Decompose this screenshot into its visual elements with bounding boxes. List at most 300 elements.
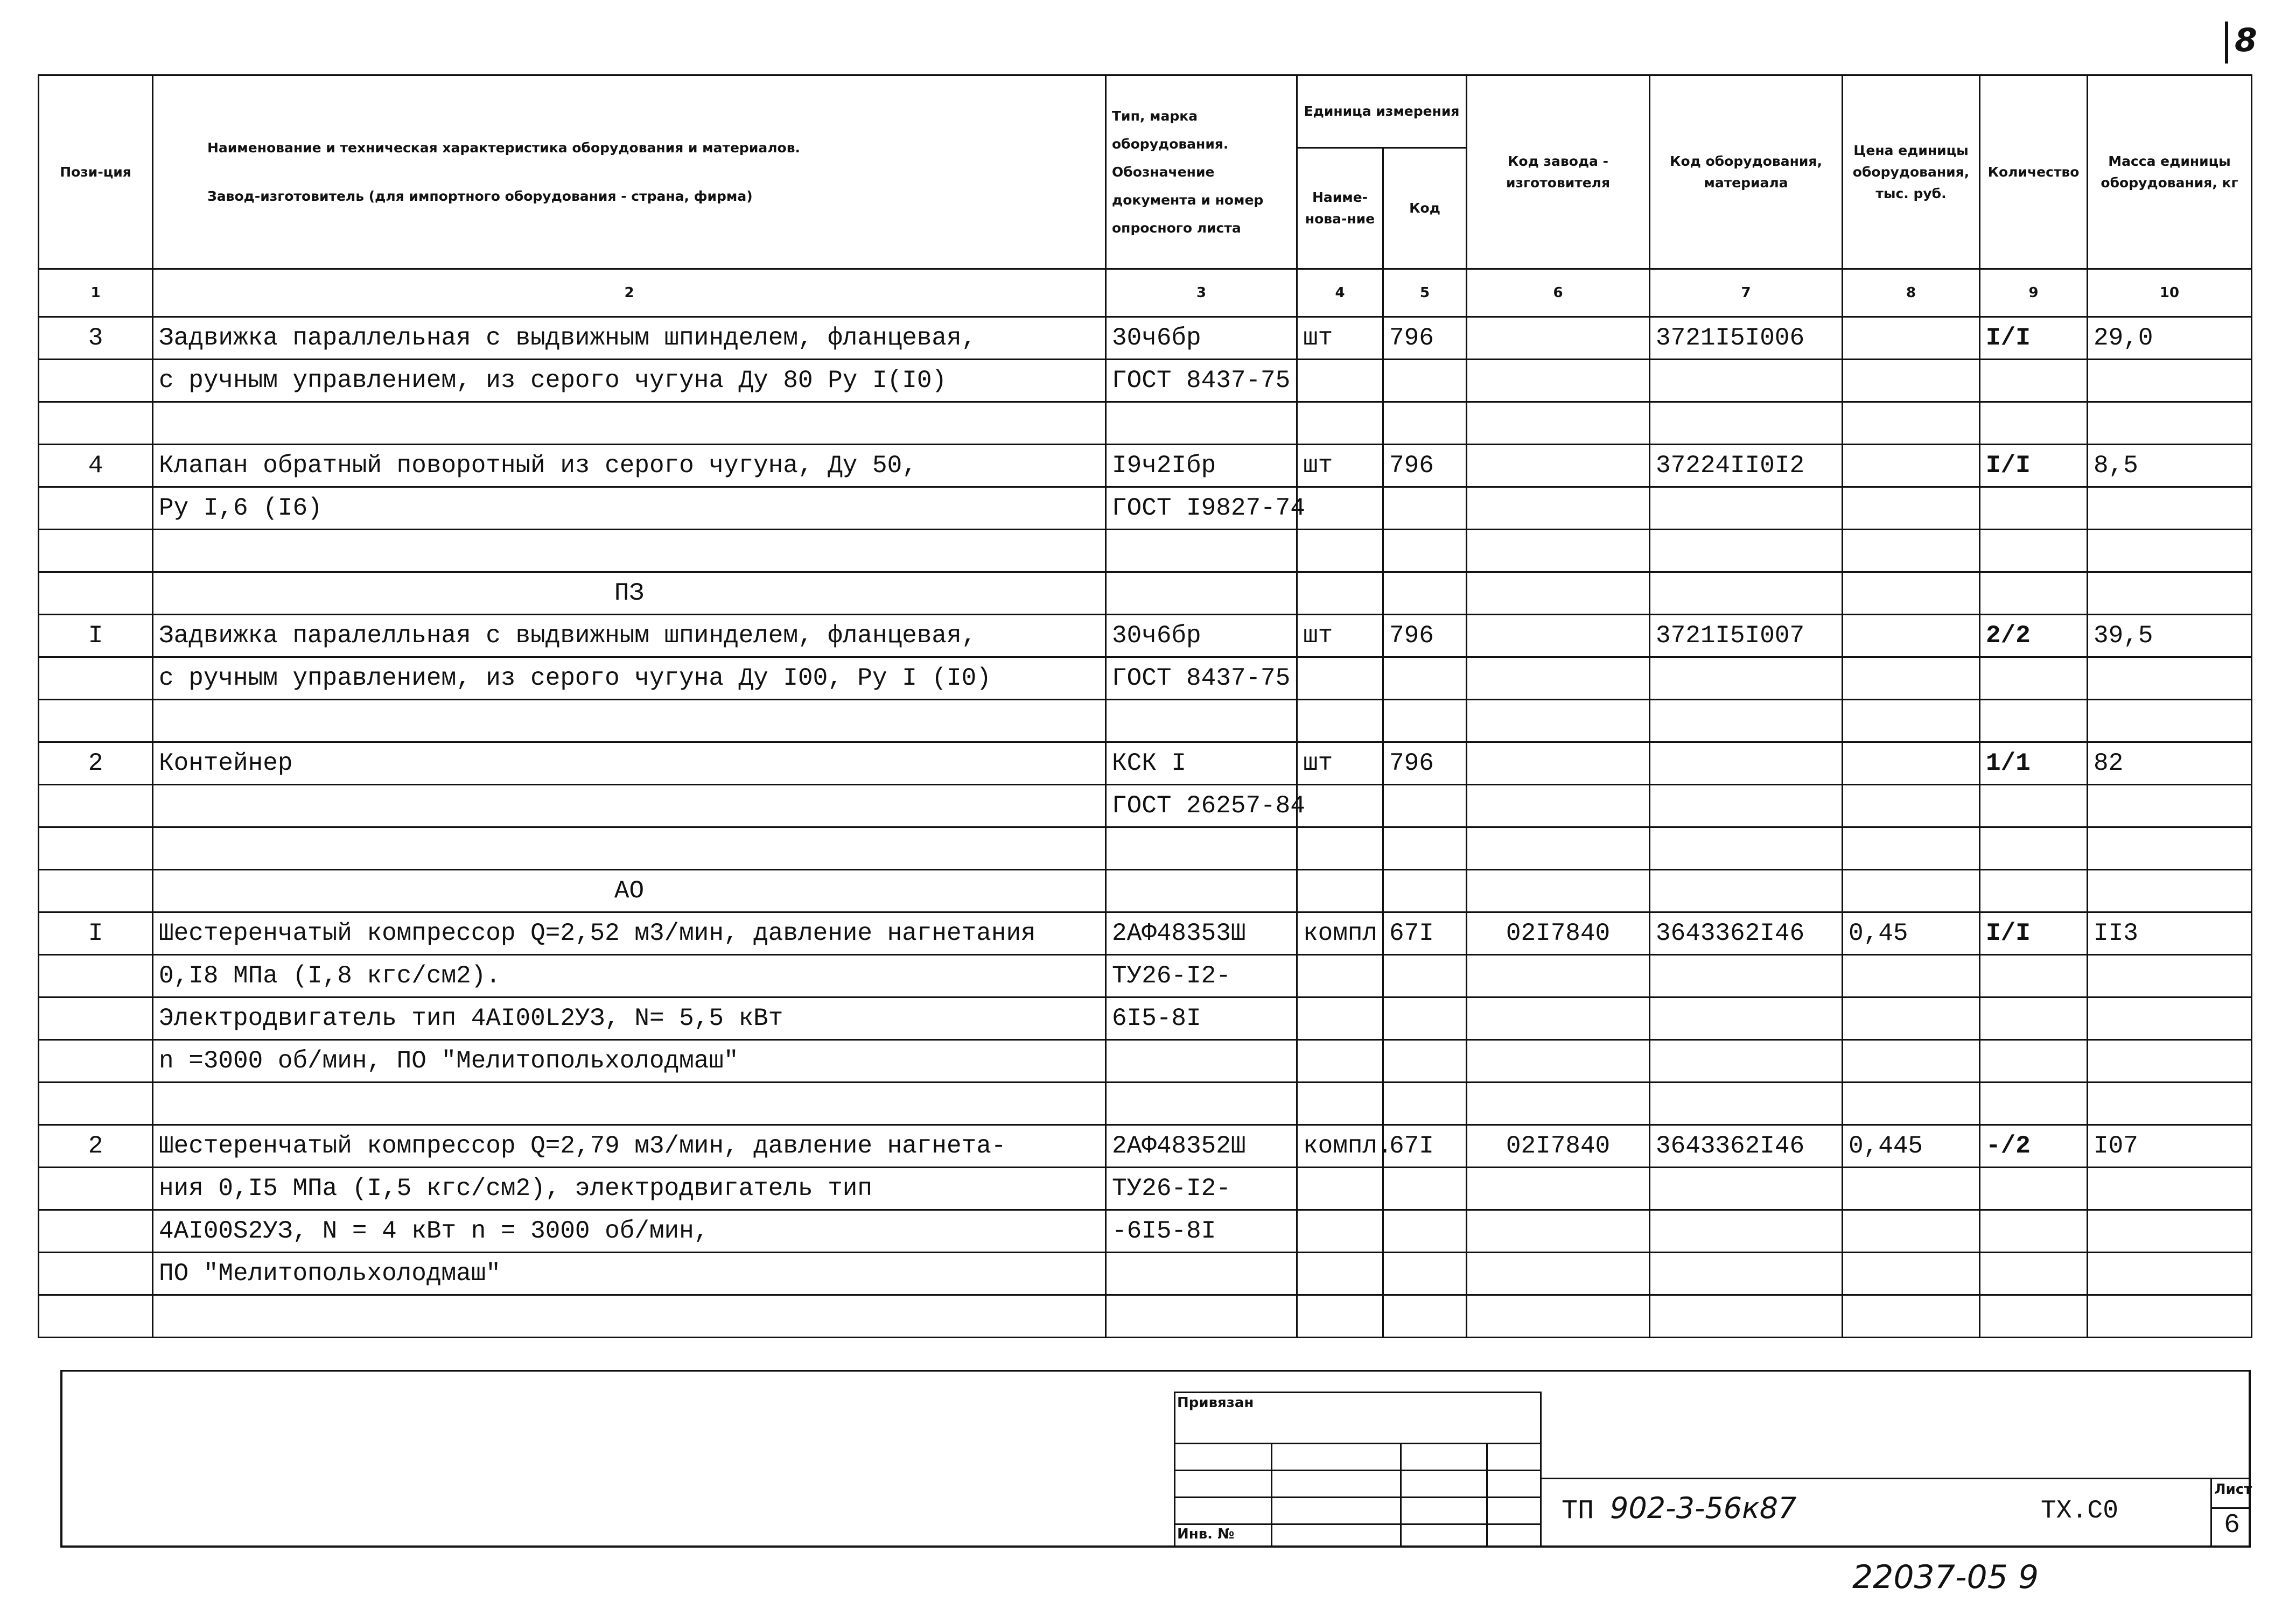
specification-table [38,74,2252,1338]
cell-unit-name: компл [1297,912,1383,955]
cell-unit-code: 67I [1383,1125,1467,1168]
cell-equipment-code [1650,1295,1843,1338]
cell-price [1843,1083,1980,1125]
cell-mass [2088,785,2252,827]
cell-unit-code [1383,530,1467,572]
column-number: 1 [39,269,153,317]
cell-maker-code [1467,785,1650,827]
cell-quantity: 1/1 [1980,742,2088,785]
table-row [39,1295,2252,1338]
page-marker: 8 [2235,22,2257,59]
table-row [39,402,2252,445]
cell-document: ГОСТ 8437-75 [1106,657,1297,700]
cell-price [1843,615,1980,657]
cell-maker-code [1467,1295,1650,1338]
header-position: Пози-ция [39,75,153,269]
cell-mass [2088,1210,2252,1253]
table-row [39,827,2252,870]
table-row [39,742,2252,785]
title-block [60,1370,2251,1548]
cell-unit-name [1297,530,1383,572]
sheet-label: Лист [2214,1481,2252,1498]
cell-position [39,572,153,615]
cell-unit-code [1383,955,1467,997]
cell-unit-name: шт [1297,742,1383,785]
cell-name: ПЗ [153,572,1106,615]
cell-unit-name [1297,1295,1383,1338]
cell-position: 2 [39,742,153,785]
specification-body [39,317,2252,1338]
cell-position [39,1253,153,1295]
cell-unit-code [1383,1295,1467,1338]
cell-quantity [1980,1168,2088,1210]
cell-name: ния 0,I5 МПа (I,5 кгс/см2), электродвигатель тип [153,1168,1106,1210]
table-row [39,445,2252,487]
cell-document [1106,827,1297,870]
cell-name: n =3000 об/мин, ПО "Мелитопольхолодмаш" [153,1040,1106,1083]
cell-price [1843,997,1980,1040]
table-row [39,700,2252,742]
table-row [39,317,2252,360]
cell-document [1106,1295,1297,1338]
cell-name: Шестеренчатый компрессор Q=2,79 м3/мин, давление нагнета- [153,1125,1106,1168]
cell-equipment-code [1650,1210,1843,1253]
cell-mass: 29,0 [2088,317,2252,360]
cell-price [1843,955,1980,997]
cell-quantity [1980,997,2088,1040]
cell-maker-code [1467,615,1650,657]
cell-name: 4АI00S2УЗ, N = 4 кВт n = 3000 об/мин, [153,1210,1106,1253]
cell-unit-code [1383,360,1467,402]
cell-unit-code [1383,1083,1467,1125]
column-number: 3 [1106,269,1297,317]
cell-quantity [1980,1083,2088,1125]
document-prefix: ТП [1562,1496,1594,1527]
cell-maker-code [1467,1210,1650,1253]
cell-equipment-code [1650,785,1843,827]
document-mark: ТХ.С0 [2041,1496,2119,1526]
cell-unit-code: 796 [1383,615,1467,657]
cell-mass [2088,827,2252,870]
cell-maker-code [1467,1168,1650,1210]
cell-name: Задвижка паралелльная с выдвижным шпинделем, фланцевая, [153,615,1106,657]
stamp-line [1400,1443,1402,1548]
cell-name [153,1083,1106,1125]
cell-maker-code [1467,657,1650,700]
cell-unit-code [1383,657,1467,700]
cell-position: 2 [39,1125,153,1168]
cell-maker-code [1467,402,1650,445]
cell-equipment-code: 3643362I46 [1650,1125,1843,1168]
cell-maker-code [1467,955,1650,997]
cell-position [39,1210,153,1253]
cell-unit-code [1383,700,1467,742]
cell-equipment-code [1650,870,1843,912]
cell-mass: 82 [2088,742,2252,785]
cell-equipment-code [1650,700,1843,742]
cell-name [153,827,1106,870]
cell-maker-code [1467,530,1650,572]
column-number-row [39,269,2252,317]
cell-mass [2088,487,2252,530]
cell-unit-code [1383,487,1467,530]
column-number: 8 [1843,269,1980,317]
cell-price [1843,317,1980,360]
document-number: 902-3-56к87 [1610,1491,1797,1525]
stamp-line [1486,1443,1488,1548]
header-unit-name: Наиме-нова-ние [1297,148,1383,269]
header-name [153,75,1106,269]
cell-unit-code [1383,1040,1467,1083]
header-mass: Масса единицы оборудования, кг [2088,75,2252,269]
cell-name [153,402,1106,445]
stamp-line [1271,1443,1272,1548]
cell-unit-code [1383,402,1467,445]
cell-position [39,1040,153,1083]
header-units-group: Единица измерения [1297,75,1467,148]
cell-document: КСК I [1106,742,1297,785]
cell-document: ГОСТ 26257-84 [1106,785,1297,827]
cell-unit-name [1297,572,1383,615]
cell-quantity [1980,657,2088,700]
cell-position [39,360,153,402]
cell-name [153,530,1106,572]
header-maker-code: Код завода - изготовителя [1467,75,1650,269]
cell-equipment-code [1650,360,1843,402]
column-number: 9 [1980,269,2088,317]
cell-mass: 8,5 [2088,445,2252,487]
cell-quantity [1980,360,2088,402]
sheet-number: 6 [2224,1510,2241,1541]
cell-mass [2088,1253,2252,1295]
cell-quantity [1980,1253,2088,1295]
cell-document: 30ч6бр [1106,317,1297,360]
cell-quantity [1980,785,2088,827]
cell-quantity: I/I [1980,912,2088,955]
cell-price [1843,827,1980,870]
table-row [39,615,2252,657]
cell-quantity: I/I [1980,317,2088,360]
cell-unit-name [1297,402,1383,445]
cell-mass: 39,5 [2088,615,2252,657]
cell-document [1106,700,1297,742]
cell-position [39,997,153,1040]
cell-mass [2088,657,2252,700]
column-number: 7 [1650,269,1843,317]
cell-document: ТУ26-I2- [1106,955,1297,997]
cell-equipment-code: 37224II0I2 [1650,445,1843,487]
cell-maker-code [1467,997,1650,1040]
cell-unit-code: 796 [1383,742,1467,785]
cell-position [39,657,153,700]
cell-equipment-code [1650,827,1843,870]
cell-price: 0,445 [1843,1125,1980,1168]
cell-unit-code: 796 [1383,445,1467,487]
cell-quantity [1980,402,2088,445]
table-row [39,870,2252,912]
cell-price [1843,1168,1980,1210]
cell-price [1843,1295,1980,1338]
cell-name: ПО "Мелитопольхолодмаш" [153,1253,1106,1295]
table-row [39,1083,2252,1125]
cell-name: Клапан обратный поворотный из серого чугуна, Ду 50, [153,445,1106,487]
cell-price [1843,870,1980,912]
cell-document [1106,1083,1297,1125]
cell-name: Задвижка параллельная с выдвижным шпинделем, фланцевая, [153,317,1106,360]
cell-price [1843,1040,1980,1083]
cell-unit-code [1383,997,1467,1040]
header-name-line2: Завод-изготовитель (для импортного оборудования - страна, фирма) [207,188,753,204]
cell-position: 4 [39,445,153,487]
cell-mass: II3 [2088,912,2252,955]
binding-label: Привязан [1177,1395,1254,1411]
table-row [39,997,2252,1040]
table-row [39,530,2252,572]
cell-equipment-code [1650,572,1843,615]
cell-unit-name [1297,1253,1383,1295]
cell-maker-code [1467,572,1650,615]
cell-maker-code [1467,700,1650,742]
cell-maker-code [1467,360,1650,402]
cell-unit-name [1297,997,1383,1040]
cell-position [39,1083,153,1125]
cell-name: Шестеренчатый компрессор Q=2,52 м3/мин, давление нагнетания [153,912,1106,955]
cell-unit-name [1297,1210,1383,1253]
cell-price [1843,572,1980,615]
cell-quantity: 2/2 [1980,615,2088,657]
cell-price [1843,742,1980,785]
table-row [39,1125,2252,1168]
cell-quantity [1980,487,2088,530]
cell-position [39,487,153,530]
cell-name: АО [153,870,1106,912]
cell-unit-name [1297,955,1383,997]
cell-unit-name: шт [1297,317,1383,360]
cell-position [39,530,153,572]
cell-unit-name [1297,700,1383,742]
cell-quantity [1980,530,2088,572]
cell-unit-code [1383,1168,1467,1210]
column-number: 4 [1297,269,1383,317]
cell-quantity [1980,1040,2088,1083]
table-row [39,487,2252,530]
cell-equipment-code [1650,1083,1843,1125]
page-marker-bar [2225,22,2228,64]
cell-price: 0,45 [1843,912,1980,955]
cell-document [1106,530,1297,572]
cell-equipment-code: 3721I5I007 [1650,615,1843,657]
cell-unit-name: шт [1297,445,1383,487]
cell-price [1843,657,1980,700]
cell-mass [2088,1040,2252,1083]
cell-equipment-code [1650,997,1843,1040]
cell-position [39,870,153,912]
cell-document [1106,402,1297,445]
cell-equipment-code [1650,1253,1843,1295]
cell-quantity: -/2 [1980,1125,2088,1168]
cell-quantity [1980,827,2088,870]
table-row [39,1253,2252,1295]
table-row [39,1040,2252,1083]
cell-equipment-code [1650,1040,1843,1083]
cell-unit-code [1383,572,1467,615]
cell-name: Электродвигатель тип 4АI00L2УЗ, N= 5,5 кВт [153,997,1106,1040]
table-row [39,912,2252,955]
cell-name: Контейнер [153,742,1106,785]
stamp-line [1540,1478,2251,1479]
cell-unit-code [1383,1253,1467,1295]
cell-unit-name [1297,1168,1383,1210]
cell-quantity [1980,572,2088,615]
cell-maker-code [1467,317,1650,360]
cell-document: I9ч2Iбр [1106,445,1297,487]
column-number: 5 [1383,269,1467,317]
cell-quantity [1980,955,2088,997]
cell-position [39,1168,153,1210]
cell-maker-code [1467,1253,1650,1295]
cell-position: I [39,912,153,955]
cell-unit-name [1297,1083,1383,1125]
cell-equipment-code [1650,742,1843,785]
cell-name [153,785,1106,827]
cell-equipment-code [1650,1168,1843,1210]
cell-quantity [1980,700,2088,742]
cell-mass [2088,402,2252,445]
cell-position [39,785,153,827]
cell-position: I [39,615,153,657]
table-row [39,1168,2252,1210]
cell-mass [2088,360,2252,402]
cell-document: 2АФ48353Ш [1106,912,1297,955]
cell-unit-name [1297,785,1383,827]
cell-name [153,700,1106,742]
cell-price [1843,360,1980,402]
cell-position [39,1295,153,1338]
cell-unit-code: 67I [1383,912,1467,955]
cell-position [39,402,153,445]
table-row [39,572,2252,615]
cell-mass [2088,1295,2252,1338]
cell-document: ГОСТ I9827-74 [1106,487,1297,530]
cell-equipment-code: 3721I5I006 [1650,317,1843,360]
cell-quantity [1980,1210,2088,1253]
cell-quantity: I/I [1980,445,2088,487]
cell-maker-code [1467,870,1650,912]
cell-equipment-code [1650,402,1843,445]
cell-maker-code [1467,1083,1650,1125]
cell-equipment-code [1650,530,1843,572]
cell-mass [2088,997,2252,1040]
cell-mass: I07 [2088,1125,2252,1168]
column-number: 6 [1467,269,1650,317]
cell-mass [2088,1083,2252,1125]
cell-price [1843,530,1980,572]
cell-document [1106,870,1297,912]
cell-maker-code: 02I7840 [1467,912,1650,955]
cell-mass [2088,530,2252,572]
cell-name: с ручным управлением, из серого чугуна Ду I00, Ру I (I0) [153,657,1106,700]
cell-equipment-code [1650,657,1843,700]
cell-price [1843,487,1980,530]
cell-unit-code [1383,785,1467,827]
cell-unit-code: 796 [1383,317,1467,360]
table-row [39,955,2252,997]
cell-equipment-code [1650,955,1843,997]
cell-price [1843,445,1980,487]
cell-unit-name: компл. [1297,1125,1383,1168]
cell-mass [2088,1168,2252,1210]
cell-maker-code [1467,445,1650,487]
cell-price [1843,785,1980,827]
cell-quantity [1980,1295,2088,1338]
cell-maker-code [1467,742,1650,785]
cell-price [1843,700,1980,742]
table-row [39,657,2252,700]
cell-document: 6I5-8I [1106,997,1297,1040]
cell-name [153,1295,1106,1338]
stamp-line [1174,1392,1542,1393]
cell-price [1843,402,1980,445]
cell-name: Ру I,6 (I6) [153,487,1106,530]
cell-unit-name [1297,870,1383,912]
cell-quantity [1980,870,2088,912]
cell-unit-name [1297,657,1383,700]
header-quantity: Количество [1980,75,2088,269]
archive-number: 22037-05 9 [1852,1558,2039,1596]
cell-document [1106,1253,1297,1295]
cell-unit-code [1383,1210,1467,1253]
cell-maker-code [1467,487,1650,530]
header-price: Цена единицы оборудования, тыс. руб. [1843,75,1980,269]
cell-mass [2088,572,2252,615]
header-document: Тип, марка оборудования. Обозначение документа и номер опросного листа [1106,75,1297,269]
cell-price [1843,1210,1980,1253]
header-equipment-code: Код оборудования, материала [1650,75,1843,269]
cell-price [1843,1253,1980,1295]
cell-unit-name [1297,1040,1383,1083]
cell-mass [2088,700,2252,742]
inventory-number-label: Инв. № [1177,1526,1235,1542]
stamp-line [2210,1507,2251,1509]
document-designation [1562,1491,1796,1527]
cell-document: 2АФ48352Ш [1106,1125,1297,1168]
header-name-line1: Наименование и техническая характеристика оборудования и материалов. [207,139,801,156]
cell-position [39,955,153,997]
cell-maker-code [1467,827,1650,870]
header-unit-code: Код [1383,148,1467,269]
cell-equipment-code [1650,487,1843,530]
cell-unit-code [1383,827,1467,870]
cell-name: 0,I8 МПа (I,8 кгс/см2). [153,955,1106,997]
cell-document [1106,572,1297,615]
cell-unit-name [1297,827,1383,870]
cell-document: ТУ26-I2- [1106,1168,1297,1210]
table-row [39,360,2252,402]
column-number: 2 [153,269,1106,317]
cell-unit-name: шт [1297,615,1383,657]
cell-document [1106,1040,1297,1083]
cell-unit-code [1383,870,1467,912]
cell-position: 3 [39,317,153,360]
cell-document: 30ч6бр [1106,615,1297,657]
cell-mass [2088,955,2252,997]
column-number: 10 [2088,269,2252,317]
cell-unit-name [1297,360,1383,402]
cell-maker-code: 02I7840 [1467,1125,1650,1168]
cell-maker-code [1467,1040,1650,1083]
cell-document: -6I5-8I [1106,1210,1297,1253]
cell-mass [2088,870,2252,912]
